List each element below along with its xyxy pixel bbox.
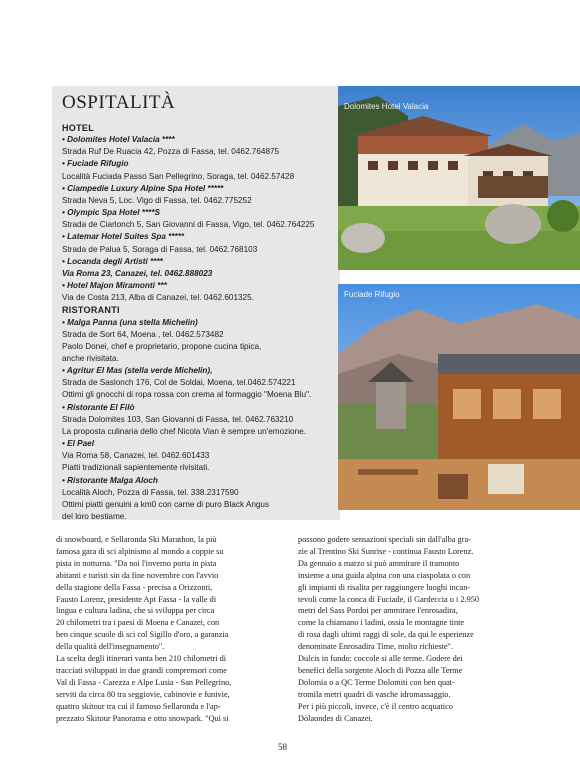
article-line: benefici della sorgente Aloch di Pozza alle Terme (298, 665, 463, 675)
article-line: come la chiamano i ladini, ossia le montagne tinte (298, 618, 465, 628)
article-line: La scelta degli itinerari vanta ben 210 chilometri di (56, 654, 227, 664)
article-line: denominate Enrosadira Time, molto richieste". (298, 642, 454, 652)
article-line: di snowboard, e Sellaronda Ski Marathon, la più (56, 535, 217, 544)
article-line: Dolomia o a QC Terme Dolomiti con ben quat- (298, 677, 455, 687)
fuciade-photo (338, 284, 580, 510)
hotel-detail: Via de Costa 213, Alba di Canazei, tel. 0462.601325. (62, 293, 254, 303)
article-line: ben cinque scuole di sci col Sigillo d'oro, a garanzia (56, 630, 229, 640)
article-line: lingua e cultura ladina, che si sviluppa per circa (56, 606, 215, 616)
box-body (62, 122, 338, 523)
restaurant-heading: RISTORANTI (62, 305, 120, 316)
hotel-name: • Fuciade Rifugio (62, 159, 129, 169)
article-line: Da gennaio a marzo si può ammirare il tramonto (298, 558, 460, 568)
restaurant-name: • Malga Panna (una stella Michelin) (62, 317, 198, 327)
article-line: di rosa dagli ultimi raggi di sole, da qui le esperienze (298, 630, 474, 640)
restaurant-detail: Strada Dolomites 103, San Giovanni di Fassa, tel. 0462.763210 (62, 414, 294, 424)
hotel-list (62, 134, 338, 304)
restaurant-detail: Località Aloch, Pozza di Fassa, tel. 338.2317590 (62, 487, 239, 497)
article-line: della qualità dell'insegnamento". (56, 642, 165, 652)
article-line: Fausto Lorenz, presidente Apt Fassa - la valle di (56, 594, 217, 604)
hotel-photo (338, 86, 580, 270)
article-line: della stagione della Fassa - precisa a Orizzonti, (56, 582, 213, 592)
hotel-name: • Locanda degli Artisti **** (62, 256, 163, 266)
article-line: serviti da circa 80 tra seggiovie, cabinovie e funivie, (56, 689, 230, 699)
restaurant-name: • El Pael (62, 439, 94, 449)
restaurant-detail: La proposta culinaria dello chef Nicola Vian è sempre un'emozione. (62, 426, 306, 436)
hotel-photo-caption: Dolomites Hotel Valacia (344, 102, 429, 111)
fuciade-photo-caption: Fuciade Rifugio (344, 290, 400, 299)
restaurant-detail: Strada de Saslonch 176, Col de Soldai, Moena, tel.0462.574221 (62, 378, 296, 388)
hotel-detail: Località Fuciada Passo San Pellegrino, Soraga, tel. 0462.57428 (62, 171, 295, 181)
article-line: tromila metri quadri di vasche idromassaggio. (298, 689, 451, 699)
restaurant-detail: Ottimi piatti genuini a km0 con carne di puro Black Angus (62, 499, 270, 509)
article-line: famosa gara di sci alpinismo al mondo a coppie su (56, 546, 224, 556)
restaurant-detail: Ottimi gli gnocchi di ropa rossa con crema al formaggio "Moena Blu". (62, 390, 312, 400)
article-line: Dulcis in fundo: coccole si alle terme. Godere dei (298, 654, 463, 664)
article-column-left (56, 534, 278, 725)
article-line: tracciati sviluppati in due grandi comprensori come (56, 665, 227, 675)
restaurant-name: • Agritur El Mas (stella verde Michelin), (62, 366, 213, 376)
article-line: Val di Fassa - Carezza e Alpe Lusia - San Pellegrino, (56, 677, 232, 687)
restaurant-detail: Strada de Sort 64, Moena , tel. 0462.573482 (62, 329, 224, 339)
hotel-name: • Ciampedie Luxury Alpine Spa Hotel ***** (62, 183, 224, 193)
hotel-name: • Latemar Hotel Suites Spa ***** (62, 232, 185, 242)
article-line: Dòlaondes di Canazei. (298, 713, 373, 723)
restaurant-list (62, 317, 338, 524)
restaurant-detail: del loro bestiame. (62, 512, 127, 521)
article-line: Per i più piccoli, invece, c'è il centro acquatico (298, 701, 453, 711)
restaurant-detail: anche rivisitata. (62, 353, 119, 363)
article-line: prezzato Skitour Panorama e otto snowpark. "Qui si (56, 713, 229, 723)
hotel-detail: Strada Ruf De Ruacia 42, Pozza di Fassa, tel. 0462.764875 (62, 147, 280, 157)
restaurant-detail: Via Roma 58, Canazei, tel. 0462.601433 (62, 451, 210, 461)
hotel-name: • Olympic Spa Hotel ****S (62, 208, 160, 218)
article-line: gli impianti di risalita per raggiungere luoghi incan- (298, 582, 471, 592)
article-line: quattro skitour tra cui il famoso Sellaronda e l'ap- (56, 701, 221, 711)
page-number: 58 (278, 742, 287, 752)
hotel-name: • Hotel Majon Miramonti *** (62, 281, 167, 291)
box-title: OSPITALITÀ (62, 92, 176, 113)
hotel-detail: Strada Neva 5, Loc. Vigo di Fassa, tel. 0462.775252 (62, 195, 252, 205)
hotel-heading: HOTEL (62, 123, 94, 133)
restaurant-name: • Ristorante Malga Aloch (62, 475, 158, 485)
article-line: tevoli come la conca di Fuciade, il Gardeccia o i 2.950 (298, 594, 480, 604)
article-column-right (298, 534, 520, 725)
restaurant-name: • Ristorante El Filò (62, 402, 135, 412)
hotel-name: • Dolomites Hotel Valacia **** (62, 135, 175, 145)
article-line: zie al Trentino Ski Sunrise - continua Fausto Lorenz. (298, 546, 474, 556)
restaurant-detail: Paolo Donei, chef e proprietario, propone cucina tipica, (62, 341, 262, 351)
hotel-detail: Via Roma 23, Canazei, tel. 0462.888023 (62, 268, 213, 278)
article-line: abitanti e turisti sin da fine novembre con l'avvio (56, 570, 219, 580)
restaurant-detail: Piatti tradizionali sapientemente rivisitati. (62, 463, 210, 473)
article-line: insieme a una guida alpina con una ciaspolata o con (298, 570, 471, 580)
article-line: possono godere sensazioni speciali sin dall'alba gra- (298, 535, 471, 544)
article-line: pista in notturna. "Da noi l'inverno porta in pista (56, 558, 217, 568)
hotel-detail: Strada de Palua 5, Soraga di Fassa, tel. 0462.768103 (62, 244, 258, 254)
article-line: metri del Sass Pordoi per ammirare l'enrosadira, (298, 606, 458, 616)
article-line: 20 chilometri tra i paesi di Moena e Canazei, con (56, 618, 220, 628)
hotel-detail: Strada de Ciarlonch 5, San Giovanni di Fassa, Vigo, tel. 0462.764225 (62, 220, 315, 230)
